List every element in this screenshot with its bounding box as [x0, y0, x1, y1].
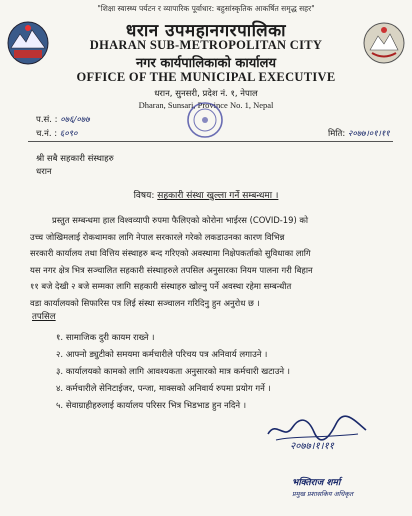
office-name-np: धरान उपमहानगरपालिका [125, 21, 287, 41]
signatory-title: प्रमुख प्रशासकिय अधिकृत [292, 490, 354, 498]
patra-sankhya [36, 114, 90, 125]
signature-date: २०७७।१।११ [290, 441, 334, 452]
subject-text: सहकारी संस्था खुल्ला गर्ने सम्बन्धमा । [157, 191, 279, 201]
signatory-name: भक्तिराज शर्मा [292, 478, 341, 488]
office-name-en: DHARAN SUB-METROPOLITAN CITY [89, 38, 323, 52]
office-karyalaya-np: नगर कार्यपालिकाको कार्यालय [135, 56, 277, 71]
subject-line [0, 188, 412, 201]
addressee-line-1: श्री सबै सहकारी संस्थाहरु [36, 154, 114, 164]
addressee-line-2: धरान [36, 167, 52, 177]
office-karyalaya-en: OFFICE OF THE MUNICIPAL EXECUTIVE [76, 70, 336, 84]
chalani-value: ६०९० [59, 129, 78, 139]
body-line: यस नगर क्षेत्र भित्र सञ्चालित सहकारी संस्थाहरुले तपसिल अनुसारका नियम पालना गरी बिहान [30, 264, 313, 275]
address-en: Dharan, Sunsari, Province No. 1, Nepal [138, 100, 274, 110]
signature-icon [262, 410, 372, 462]
list-item: ५. सेवाग्राहीहरुलाई कार्यालय परिसर भित्र भिडभाड हुन नदिने । [56, 401, 247, 411]
body-line: उच्च जोखिमलाई रोकथामका लागि नेपाल सरकारले गरेको लकडाउनका कारण विभिन्न [30, 231, 285, 242]
office-stamp-icon [185, 100, 225, 140]
address-np: धरान, सुनसरी, प्रदेश नं. १, नेपाल [154, 89, 258, 99]
patra-label: प.सं. : [36, 115, 58, 125]
list-item: ४. कर्मचारीले सेनिटाईजर, पन्जा, माक्सको अनिवार्य रुपमा प्रयोग गर्ने । [56, 384, 271, 394]
header-divider [28, 141, 393, 142]
chalani-number [36, 128, 77, 139]
subject-label: विषय: [133, 191, 155, 201]
date-label: मिति: [328, 129, 346, 139]
list-item: २. आफ्नो ड्युटीको समयमा कर्मचारीले परिचय पत्र अनिवार्य लगाउने । [56, 350, 268, 360]
slogan: "शिक्षा स्वास्थ्य पर्यटन र व्यापारिक पूर्वाधार: बहुसांस्कृतिक आकर्षित समृद्ध सहर" [97, 4, 315, 13]
body-line: ११ बजे देखी २ बजे सम्मका लागि सहकारी संस्थाहरु खोल्नु पर्ने अवस्था रहेमा सम्बन्धीत [30, 281, 292, 291]
chalani-label: च.नं. : [36, 129, 58, 139]
patra-value: ०७६/०७७ [60, 115, 90, 125]
letter-date [328, 128, 390, 139]
body-line: सरकारी कार्यालय तथा वित्तिय संस्थाहरु बन्द गरिएको अवस्थामा निक्षेपकर्ताको सुविधाका लागि [30, 248, 311, 258]
letter-body [30, 212, 392, 311]
tapsil-heading: तपसिल [32, 312, 56, 322]
list-item: १. सामाजिक दुरी कायम राख्ने । [56, 333, 155, 343]
body-line: प्रस्तुत सम्बन्धमा हाल विश्वव्यापी रुपमा फैलिएको कोरोना भाईरस (COVID-19) को [52, 215, 308, 225]
body-line: वडा कार्यालयको सिफारिस पत्र लिई संस्था सञ्चालन गरिदिनु हुन अनुरोध छ । [30, 297, 260, 308]
date-value: २०७७।०१।११ [347, 129, 390, 139]
list-item: ३. कार्यालयको कामको लागि आवश्यकता अनुसारको मात्र कर्मचारी खटाउने । [56, 367, 291, 377]
tapsil-list [56, 330, 290, 415]
